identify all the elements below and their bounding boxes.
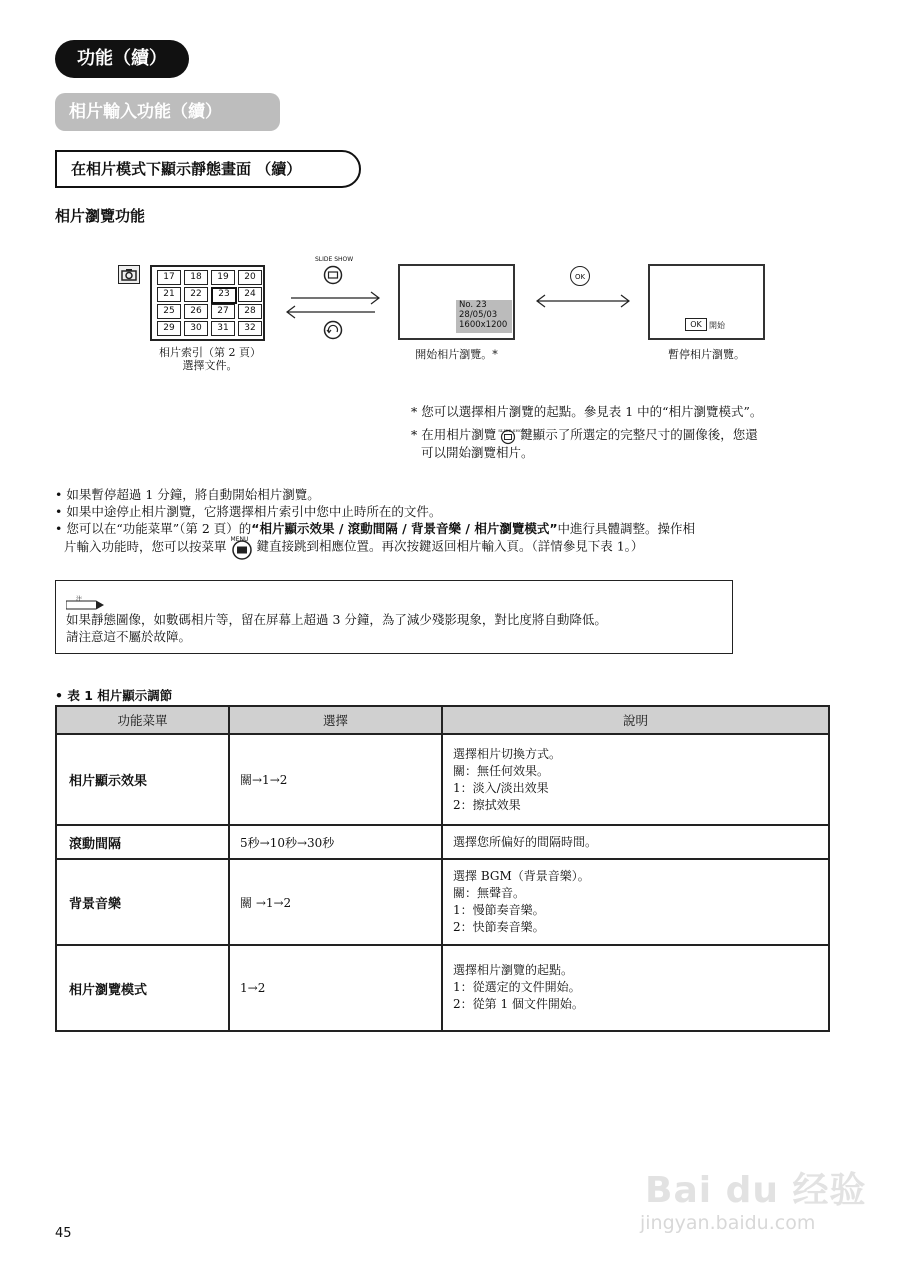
table-header: 功能菜單 [56, 706, 229, 734]
table-row [56, 734, 829, 825]
row-desc: 選擇相片切換方式。 關：無任何效果。 1：淡入/淡出效果 2：擦拭效果 [442, 734, 829, 825]
bullet-3: • 您可以在“功能菜單”（第 2 頁）的“相片顯示效果 / 滾動間隔 / 背景音樂 / 相片瀏覽模式”中進行具體調整。操作相 片輸入功能時，您可以按菜單 MENU 鍵直接跳到相應位置。再次按鍵返回相片輸入頁。（詳情參見下表 1。） [55, 520, 845, 557]
bullet-2: • 如果中途停止相片瀏覽，它將選擇相片索引中您中止時所在的文件。 [55, 504, 442, 519]
adjust-table [55, 705, 830, 1032]
slide-show-label: SLIDE SHOW [315, 256, 354, 263]
row-name: 相片瀏覽模式 [56, 945, 229, 1031]
photo-info-panel: No. 23 28/05/03 1600x1200 [456, 300, 512, 333]
grid-cell: 20 [238, 270, 262, 285]
table-row [56, 825, 829, 859]
grid-cell: 27 [211, 304, 235, 319]
pause-screen [648, 264, 765, 340]
row-desc: 選擇 BGM（背景音樂）。 關：無聲音。 1：慢節奏音樂。 2：快節奏音樂。 [442, 859, 829, 945]
grid-cell: 26 [184, 304, 208, 319]
photo-index-grid [150, 265, 265, 341]
watermark-logo: Bai du 经验 [645, 1170, 867, 1211]
table-header: 選擇 [229, 706, 442, 734]
grid-cell: 30 [184, 321, 208, 336]
slide-show-key-icon: SLIDE SHOW [500, 429, 516, 443]
table-row [56, 859, 829, 945]
note-1: * 您可以選擇相片瀏覽的起點。參見表 1 中的“相片瀏覽模式”。 [411, 404, 763, 419]
row-name: 背景音樂 [56, 859, 229, 945]
grid-cell: 25 [157, 304, 181, 319]
row-desc: 選擇相片瀏覽的起點。 1：從選定的文件開始。 2：從第 1 個文件開始。 [442, 945, 829, 1031]
notice-box [55, 580, 733, 654]
ok-button-icon: OK [570, 266, 590, 286]
bullet-1: • 如果暫停超過 1 分鐘，將自動開始相片瀏覽。 [55, 487, 320, 502]
watermark-url: jingyan.baidu.com [640, 1212, 816, 1234]
grid-cell: 24 [238, 287, 262, 302]
notice-text: 如果靜態圖像，如數碼相片等，留在屏幕上超過 3 分鐘，為了減少殘影現象，對比度將自動降低。 請注意這不屬於故障。 [66, 612, 607, 644]
row-choice: 關→1→2 [229, 734, 442, 825]
pause-start-text: 開始 [709, 321, 725, 330]
page-heading: 相片瀏覽功能 [55, 207, 146, 225]
double-arrow-icon-2 [535, 290, 631, 316]
caption-pause: 暫停相片瀏覽。 [668, 348, 745, 361]
row-desc: 選擇您所偏好的間隔時間。 [442, 825, 829, 859]
start-screen [398, 264, 515, 340]
grid-cell: 32 [238, 321, 262, 336]
camera-icon [118, 265, 140, 284]
grid-cell: 28 [238, 304, 262, 319]
grid-cell: 29 [157, 321, 181, 336]
menu-key-icon: MENU [231, 537, 253, 557]
grid-cell: 18 [184, 270, 208, 285]
grid-cell: 31 [211, 321, 235, 336]
pause-ok-box: OK [685, 318, 707, 331]
photo-diagram [0, 0, 904, 400]
table-row [56, 945, 829, 1031]
slide-show-button-icon [323, 265, 343, 289]
section-title: 功能（續） [55, 40, 189, 78]
row-name: 滾動間隔 [56, 825, 229, 859]
table-caption: • 表 1 相片顯示調節 [55, 688, 173, 703]
row-choice: 關 →1→2 [229, 859, 442, 945]
page-number: 45 [55, 1226, 72, 1241]
grid-cell: 19 [211, 270, 235, 285]
row-name: 相片顯示效果 [56, 734, 229, 825]
table-header: 說明 [442, 706, 829, 734]
note-pencil-icon: 注 [66, 595, 104, 605]
grid-cell: 17 [157, 270, 181, 285]
caption-start: 開始相片瀏覽。* [415, 348, 498, 361]
row-choice: 5秒→10秒→30秒 [229, 825, 442, 859]
grid-cell: 21 [157, 287, 181, 302]
topic-title: 在相片模式下顯示靜態畫面 （續） [55, 150, 361, 188]
note-2: * 在用相片瀏覽 SLIDE SHOW 鍵顯示了所選定的完整尺寸的圖像後，您還 可以開始瀏覽相片。 [411, 427, 758, 460]
return-button-icon [323, 320, 343, 344]
table-header-row [56, 706, 829, 734]
grid-cell: 23 [211, 287, 237, 304]
subsection-title: 相片輸入功能（續） [55, 93, 280, 131]
caption-index: 相片索引（第 2 頁） 選擇文件。 [159, 346, 261, 372]
row-choice: 1→2 [229, 945, 442, 1031]
grid-cell: 22 [184, 287, 208, 302]
